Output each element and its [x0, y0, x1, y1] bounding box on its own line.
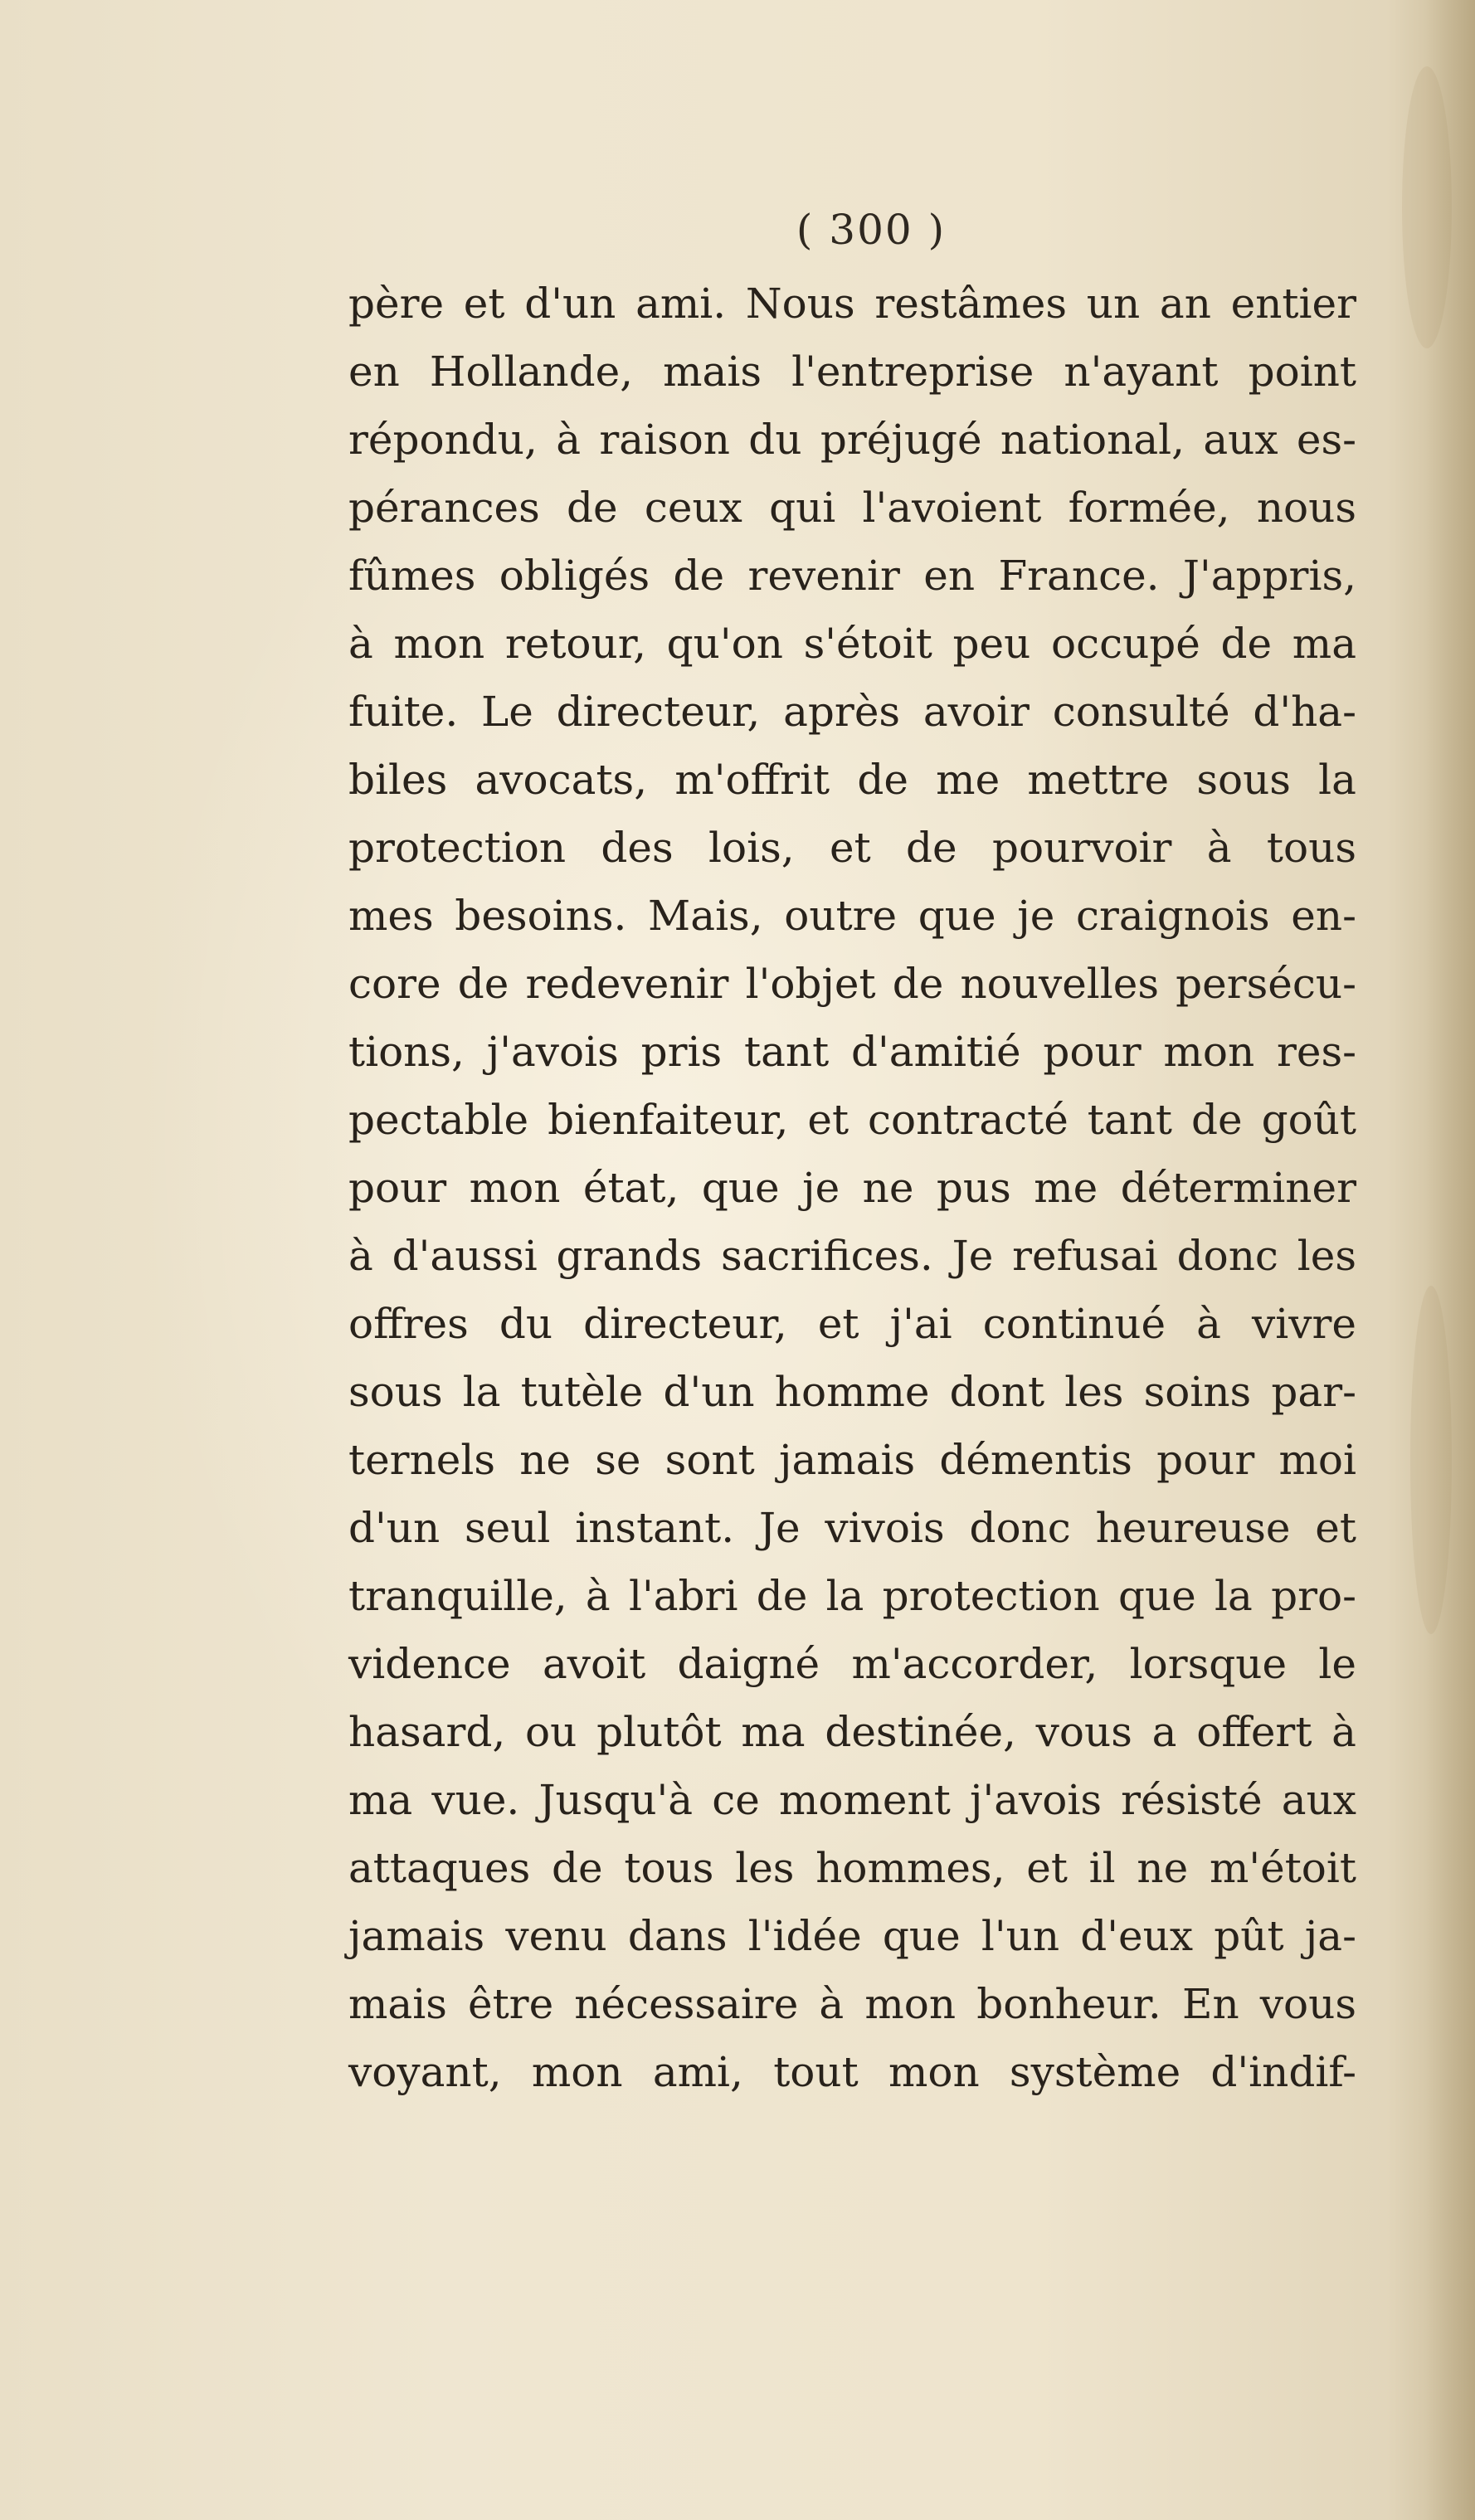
page-edge-shadow — [1425, 0, 1475, 2520]
text-line: fuite. Le directeur, après avoir consulté d'ha- — [348, 688, 1356, 736]
text-line: père et d'un ami. Nous restâmes un an entier — [348, 280, 1356, 328]
text-line: ternels ne se sont jamais démentis pour moi — [348, 1436, 1356, 1484]
body-text — [348, 270, 1356, 2106]
text-line: mais être nécessaire à mon bonheur. En vous — [348, 1980, 1356, 2028]
text-line: ma vue. Jusqu'à ce moment j'avois résisté aux — [348, 1776, 1356, 1824]
text-line: protection des lois, et de pourvoir à tous — [348, 824, 1356, 872]
text-line: en Hollande, mais l'entreprise n'ayant point — [348, 348, 1356, 396]
text-line: pour mon état, que je ne pus me déterminer — [348, 1164, 1356, 1212]
text-line: voyant, mon ami, tout mon système d'indif- — [348, 2048, 1356, 2096]
text-line: core de redevenir l'objet de nouvelles persécu- — [348, 960, 1356, 1008]
text-line: répondu, à raison du préjugé national, aux es- — [348, 416, 1356, 464]
text-line: d'un seul instant. Je vivois donc heureuse et — [348, 1504, 1356, 1552]
text-line: à mon retour, qu'on s'étoit peu occupé de ma — [348, 620, 1356, 668]
text-line: tranquille, à l'abri de la protection que la pro- — [348, 1572, 1356, 1620]
text-line: attaques de tous les hommes, et il ne m'étoit — [348, 1844, 1356, 1892]
text-line: pérances de ceux qui l'avoient formée, nous — [348, 484, 1356, 532]
text-line: offres du directeur, et j'ai continué à vivre — [348, 1300, 1356, 1348]
text-line: hasard, ou plutôt ma destinée, vous a offert à — [348, 1708, 1356, 1756]
text-line: à d'aussi grands sacrifices. Je refusai donc les — [348, 1232, 1356, 1280]
text-line: vidence avoit daigné m'accorder, lorsque le — [348, 1640, 1356, 1688]
text-line: mes besoins. Mais, outre que je craignois en- — [348, 892, 1356, 940]
text-line: biles avocats, m'offrit de me mettre sous la — [348, 756, 1356, 804]
text-line: jamais venu dans l'idée que l'un d'eux pût ja- — [348, 1912, 1356, 1960]
text-line: sous la tutèle d'un homme dont les soins par- — [348, 1368, 1356, 1416]
page-number: ( 300 ) — [796, 206, 947, 254]
text-line: pectable bienfaiteur, et contracté tant de goût — [348, 1096, 1356, 1144]
text-line: tions, j'avois pris tant d'amitié pour mon res- — [348, 1028, 1356, 1076]
text-line: fûmes obligés de revenir en France. J'appris, — [348, 552, 1356, 600]
